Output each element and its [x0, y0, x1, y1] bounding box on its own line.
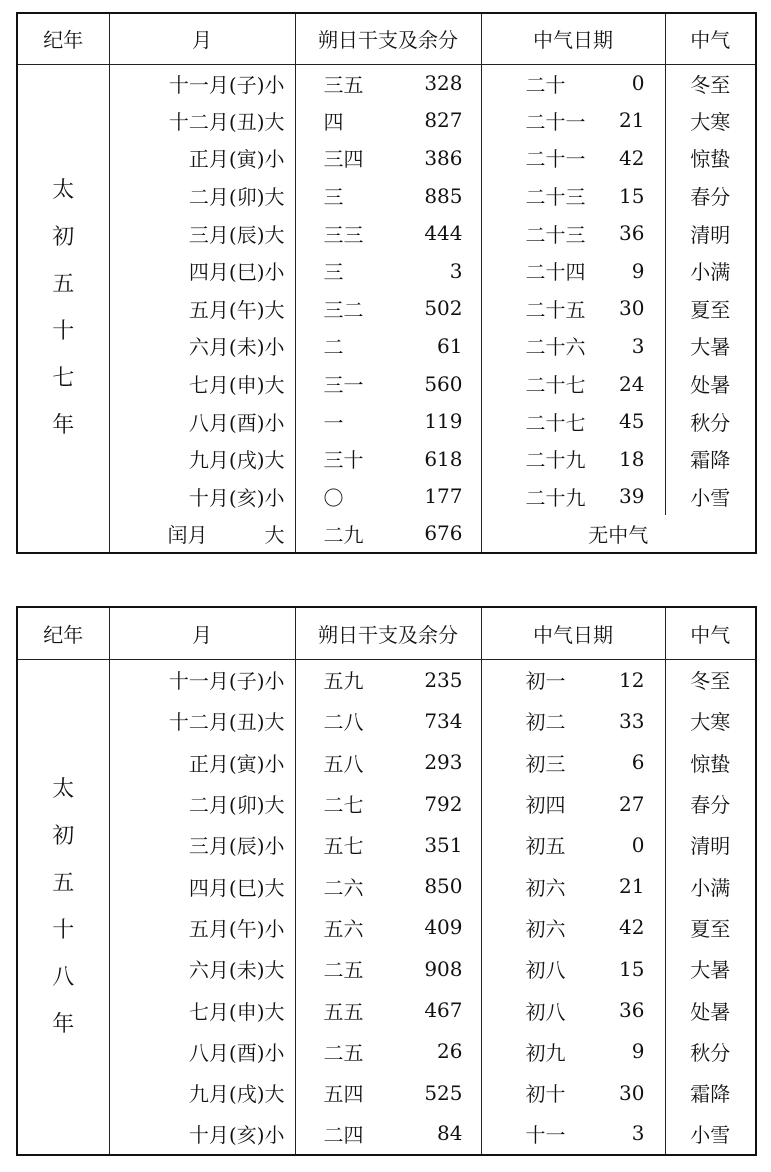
qi-date-cell: 二十九 39	[481, 478, 665, 516]
header-month: 月	[109, 13, 295, 64]
month-cell: 正月(寅)小	[109, 139, 295, 177]
new-moon-cell: 三一 560	[295, 365, 481, 403]
table-row	[17, 865, 756, 906]
table-row	[17, 742, 756, 783]
qi-cell: 秋分	[665, 402, 756, 440]
qi-date-cell: 二十三 15	[481, 177, 665, 215]
new-moon-cell: 二六 850	[295, 865, 481, 906]
header-month: 月	[109, 607, 295, 659]
table-row	[17, 478, 756, 516]
month-cell: 二月(卯)大	[109, 177, 295, 215]
table-row	[17, 659, 756, 700]
qi-cell: 冬至	[665, 659, 756, 700]
new-moon-cell: 二八 734	[295, 700, 481, 741]
qi-cell: 小雪	[665, 1113, 756, 1154]
new-moon-cell: 三三 444	[295, 214, 481, 252]
header-new-moon: 朔日干支及余分	[295, 13, 481, 64]
qi-cell: 大寒	[665, 700, 756, 741]
table-row	[17, 327, 756, 365]
qi-cell: 小雪	[665, 478, 756, 516]
header-row	[17, 13, 756, 64]
qi-cell: 清明	[665, 214, 756, 252]
new-moon-cell: 三十 618	[295, 440, 481, 478]
header-qi: 中气	[665, 607, 756, 659]
qi-cell: 大暑	[665, 948, 756, 989]
qi-cell: 冬至	[665, 64, 756, 102]
new-moon-cell: 二九 676	[295, 515, 481, 553]
qi-date-cell: 初六 21	[481, 865, 665, 906]
qi-date-cell: 二十九 18	[481, 440, 665, 478]
month-cell: 七月(申)大	[109, 365, 295, 403]
new-moon-cell: 三五 328	[295, 64, 481, 102]
month-cell: 十二月(丑)大	[109, 700, 295, 741]
table-row	[17, 824, 756, 865]
qi-date-cell: 初三 6	[481, 742, 665, 783]
qi-date-cell: 二十五 30	[481, 290, 665, 328]
month-cell: 三月(辰)小	[109, 824, 295, 865]
qi-date-cell: 二十七 45	[481, 402, 665, 440]
month-cell: 十一月(子)小	[109, 64, 295, 102]
qi-cell: 夏至	[665, 290, 756, 328]
qi-cell: 清明	[665, 824, 756, 865]
qi-date-cell: 十一 3	[481, 1113, 665, 1154]
qi-date-cell: 二十七 24	[481, 365, 665, 403]
calendar-table-year-57	[16, 12, 757, 554]
month-cell: 六月(未)小	[109, 327, 295, 365]
new-moon-cell: 三 885	[295, 177, 481, 215]
qi-date-cell: 初二 33	[481, 700, 665, 741]
header-year: 纪年	[17, 13, 109, 64]
month-cell: 五月(午)大	[109, 290, 295, 328]
month-cell: 七月(申)大	[109, 989, 295, 1030]
table-row	[17, 402, 756, 440]
month-cell: 二月(卯)大	[109, 783, 295, 824]
new-moon-cell: 三二 502	[295, 290, 481, 328]
month-cell: 八月(酉)小	[109, 1031, 295, 1072]
year-label: 太 初 五 十 七 年	[17, 64, 109, 553]
table-row	[17, 290, 756, 328]
month-cell: 四月(巳)小	[109, 252, 295, 290]
table-row	[17, 102, 756, 140]
table-row	[17, 1072, 756, 1113]
month-cell: 正月(寅)小	[109, 742, 295, 783]
month-cell: 六月(未)大	[109, 948, 295, 989]
leap-month-cell: 闰月 大	[109, 515, 295, 553]
month-cell: 十月(亥)小	[109, 1113, 295, 1154]
month-cell: 九月(戌)大	[109, 1072, 295, 1113]
header-year: 纪年	[17, 607, 109, 659]
qi-cell: 秋分	[665, 1031, 756, 1072]
qi-date-cell: 初六 42	[481, 907, 665, 948]
new-moon-cell: 五六 409	[295, 907, 481, 948]
table-row	[17, 700, 756, 741]
new-moon-cell: 四 827	[295, 102, 481, 140]
header-qi: 中气	[665, 13, 756, 64]
table-row	[17, 1113, 756, 1154]
new-moon-cell: 五四 525	[295, 1072, 481, 1113]
qi-date-cell: 二十 0	[481, 64, 665, 102]
month-cell: 十二月(丑)大	[109, 102, 295, 140]
new-moon-cell: 二四 84	[295, 1113, 481, 1154]
new-moon-cell: 五八 293	[295, 742, 481, 783]
qi-cell: 惊蛰	[665, 139, 756, 177]
new-moon-cell: 五九 235	[295, 659, 481, 700]
qi-date-cell: 初八 36	[481, 989, 665, 1030]
table-row	[17, 1031, 756, 1072]
new-moon-cell: 三四 386	[295, 139, 481, 177]
qi-cell: 春分	[665, 783, 756, 824]
new-moon-cell: 二五 908	[295, 948, 481, 989]
qi-cell: 处暑	[665, 989, 756, 1030]
table-row	[17, 214, 756, 252]
qi-cell: 大暑	[665, 327, 756, 365]
qi-cell: 惊蛰	[665, 742, 756, 783]
header-qi-date: 中气日期	[481, 13, 665, 64]
new-moon-cell: 二五 26	[295, 1031, 481, 1072]
header-new-moon: 朔日干支及余分	[295, 607, 481, 659]
new-moon-cell: 三 3	[295, 252, 481, 290]
new-moon-cell: 〇 177	[295, 478, 481, 516]
qi-date-cell: 二十六 3	[481, 327, 665, 365]
qi-cell: 处暑	[665, 365, 756, 403]
table-row	[17, 365, 756, 403]
header-qi-date: 中气日期	[481, 607, 665, 659]
qi-date-cell: 二十三 36	[481, 214, 665, 252]
qi-date-cell: 初四 27	[481, 783, 665, 824]
qi-cell: 霜降	[665, 1072, 756, 1113]
table-row	[17, 989, 756, 1030]
table-row	[17, 252, 756, 290]
month-cell: 三月(辰)大	[109, 214, 295, 252]
table-row	[17, 783, 756, 824]
new-moon-cell: 五七 351	[295, 824, 481, 865]
new-moon-cell: 二七 792	[295, 783, 481, 824]
qi-date-cell: 二十四 9	[481, 252, 665, 290]
qi-cell: 霜降	[665, 440, 756, 478]
month-cell: 十一月(子)小	[109, 659, 295, 700]
table-row	[17, 948, 756, 989]
t2-body	[17, 659, 756, 1155]
qi-cell: 大寒	[665, 102, 756, 140]
qi-date-cell: 初十 30	[481, 1072, 665, 1113]
month-cell: 八月(酉)小	[109, 402, 295, 440]
year-label: 太 初 五 十 八 年	[17, 659, 109, 1155]
table-row	[17, 907, 756, 948]
month-cell: 四月(巳)大	[109, 865, 295, 906]
month-cell: 五月(午)小	[109, 907, 295, 948]
qi-cell: 小满	[665, 865, 756, 906]
table-row	[17, 177, 756, 215]
qi-date-cell: 初五 0	[481, 824, 665, 865]
qi-date-cell: 二十一 21	[481, 102, 665, 140]
month-cell: 九月(戌)大	[109, 440, 295, 478]
new-moon-cell: 一 119	[295, 402, 481, 440]
table-row	[17, 440, 756, 478]
qi-cell: 春分	[665, 177, 756, 215]
new-moon-cell: 二 61	[295, 327, 481, 365]
calendar-table-year-58	[16, 606, 757, 1156]
qi-cell: 小满	[665, 252, 756, 290]
month-cell: 十月(亥)小	[109, 478, 295, 516]
header-row	[17, 607, 756, 659]
qi-date-cell: 初九 9	[481, 1031, 665, 1072]
qi-date-cell: 二十一 42	[481, 139, 665, 177]
no-qi-note: 无中气	[481, 515, 756, 553]
qi-date-cell: 初八 15	[481, 948, 665, 989]
qi-cell: 夏至	[665, 907, 756, 948]
leap-month-row	[17, 515, 756, 553]
table-row	[17, 139, 756, 177]
table-row	[17, 64, 756, 102]
t1-body	[17, 64, 756, 553]
new-moon-cell: 五五 467	[295, 989, 481, 1030]
qi-date-cell: 初一 12	[481, 659, 665, 700]
